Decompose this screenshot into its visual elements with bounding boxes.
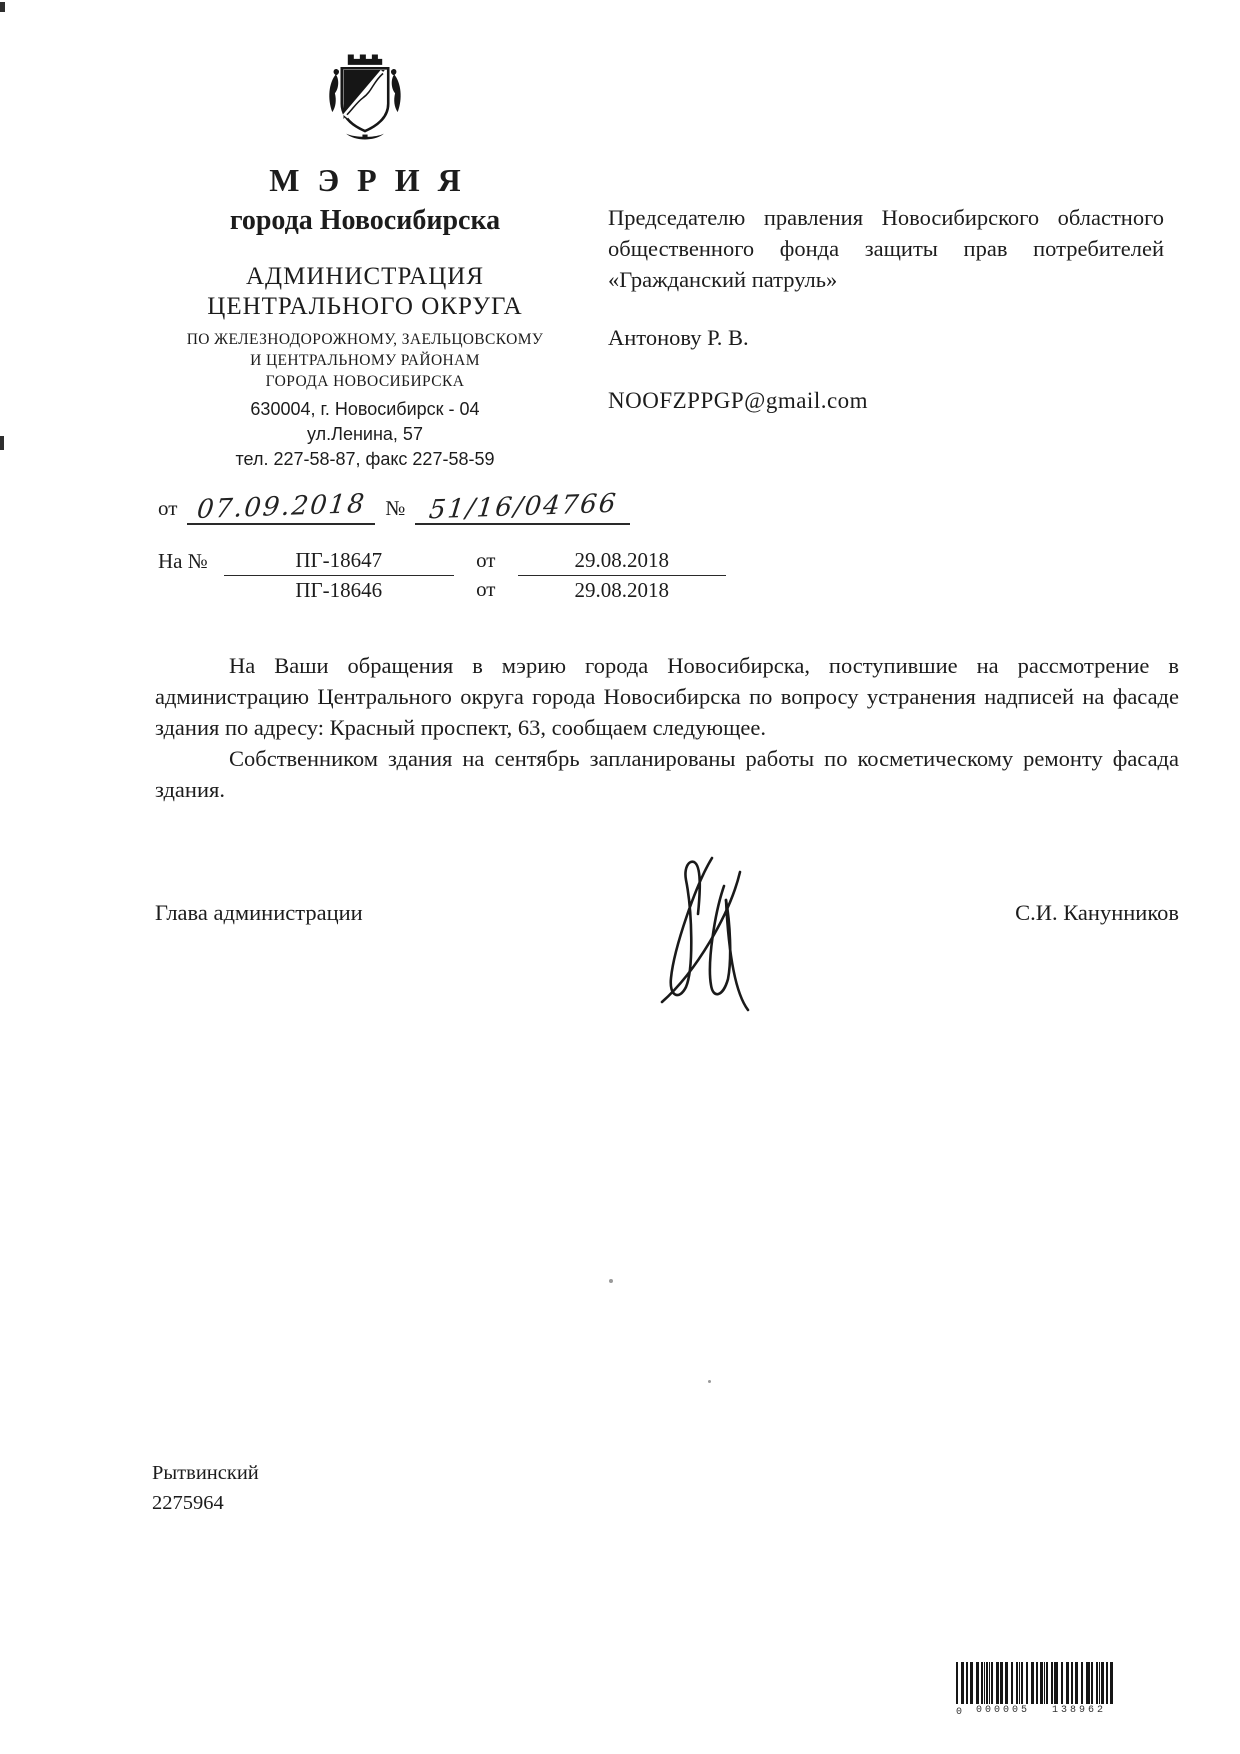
novosibirsk-coat-of-arms-icon (322, 50, 408, 152)
barcode-digits-right: 138962 (1052, 1705, 1107, 1716)
department-line-1: АДМИНИСТРАЦИЯ (246, 263, 484, 290)
executor-name: Рытвинский (152, 1462, 259, 1484)
department-line-2: ЦЕНТРАЛЬНОГО ОКРУГА (207, 293, 523, 320)
outgoing-date-value: 07.09.2018 (195, 488, 368, 526)
recipient-title: Председателю правления Новосибирского областного общественного фонда защиты прав потребителей «Гражданский патруль» (608, 205, 1164, 292)
barcode-digits (956, 1705, 1118, 1716)
districts-line-1: ПО ЖЕЛЕЗНОДОРОЖНОМУ, ЗАЕЛЬЦОВСКОМУ (186, 331, 544, 348)
incoming-from-label-1: от (476, 548, 496, 572)
incoming-date-2: 29.08.2018 (574, 578, 670, 602)
street-address: ул.Ленина, 57 (307, 424, 423, 444)
from-label: от (158, 496, 178, 520)
org-city: города Новосибирска (229, 205, 501, 236)
districts-line-2: И ЦЕНТРАЛЬНОМУ РАЙОНАМ (250, 352, 480, 369)
org-name: МЭРИЯ (269, 162, 479, 198)
signer-name: С.И. Канунников (1015, 900, 1179, 925)
outgoing-date-field (187, 488, 375, 526)
scan-edge-artifact (0, 436, 4, 450)
scan-edge-artifact (0, 2, 5, 12)
scan-speck (609, 1279, 613, 1283)
phone-fax: тел. 227-58-87, факс 227-58-59 (235, 449, 495, 469)
incoming-number-2: ПГ-18646 (295, 578, 383, 602)
incoming-reference-block (158, 548, 726, 603)
incoming-from-label-2: от (476, 577, 496, 601)
letter-body (155, 650, 1179, 805)
signer-position: Глава администрации (155, 900, 363, 925)
recipient-block (608, 202, 1164, 414)
recipient-email: NOOFZPPGP@gmail.com (608, 388, 869, 413)
registration-barcode (956, 1662, 1118, 1716)
executor-phone: 2275964 (152, 1492, 224, 1514)
executor-block (152, 1458, 259, 1518)
signature-row (155, 900, 1179, 926)
letter-paragraph-2: Собственником здания на сентябрь запланированы работы по косметическому ремонту фасада здания. (155, 746, 1179, 802)
incoming-number-1: ПГ-18647 (224, 548, 454, 576)
outgoing-number-value: 51/16/04766 (427, 488, 619, 526)
barcode-digits-mid: 000005 (976, 1705, 1031, 1716)
scan-speck (708, 1380, 711, 1383)
recipient-name: Антонову Р. В. (608, 325, 749, 350)
letter-paragraph-1: На Ваши обращения в мэрию города Новосибирска, поступившие на рассмотрение в администрацию Центрального округа города Новосибирска по вопросу устранения надписей на фасаде здания по адресу: Красный проспект, 63, сообщаем следующее. (155, 653, 1179, 740)
incoming-label: На № (158, 549, 208, 573)
handwritten-signature (628, 852, 803, 1020)
barcode-bars (956, 1662, 1116, 1704)
outgoing-reference-line (158, 488, 640, 526)
number-sign-label: № (385, 496, 406, 520)
districts-line-3: ГОРОДА НОВОСИБИРСКА (265, 373, 465, 390)
incoming-date-1: 29.08.2018 (518, 548, 726, 576)
letterhead (143, 162, 587, 470)
postal-address: 630004, г. Новосибирск - 04 (250, 399, 480, 419)
outgoing-number-field (415, 488, 630, 526)
barcode-digit-left: 0 (956, 1707, 963, 1718)
